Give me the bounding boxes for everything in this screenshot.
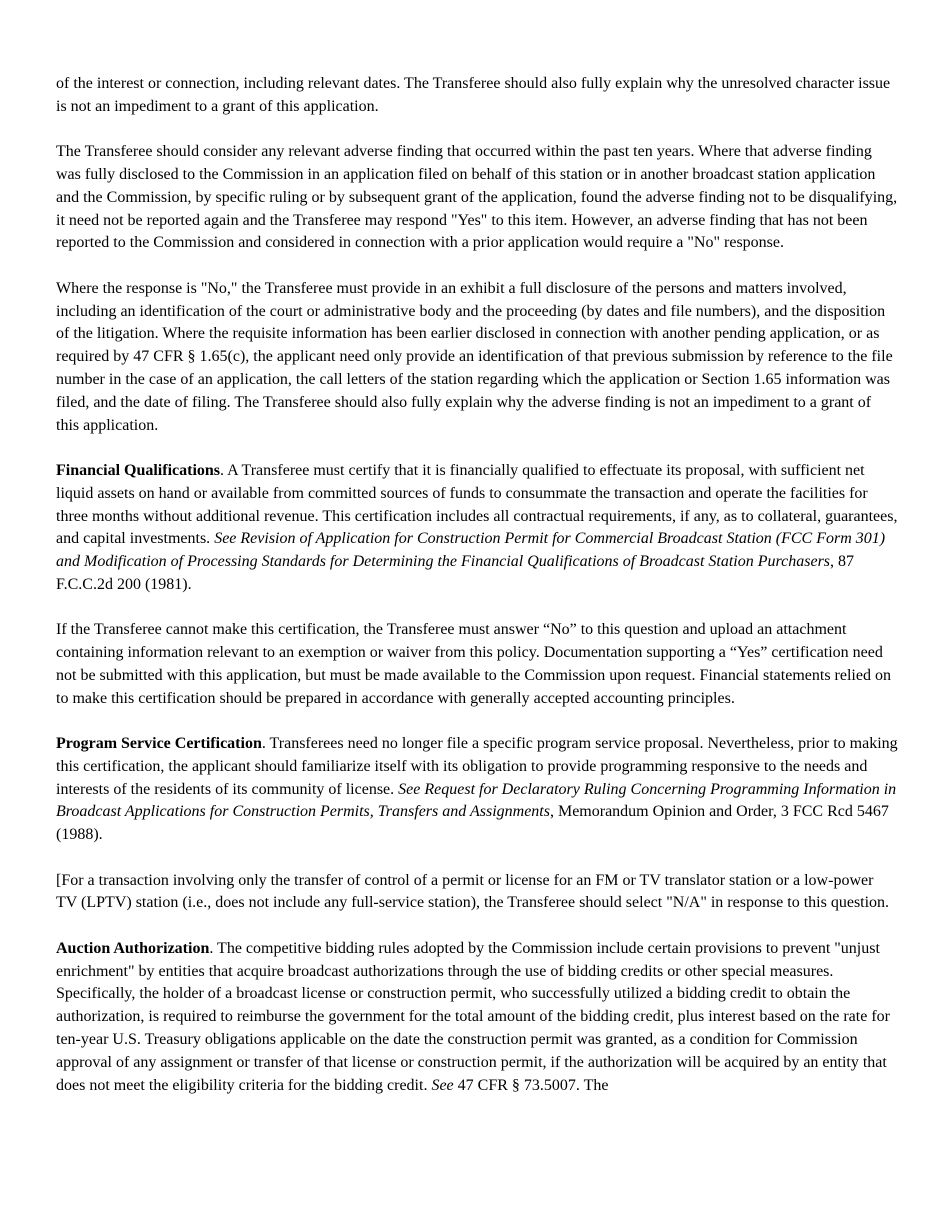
program-service-heading: Program Service Certification <box>56 735 262 753</box>
auction-authorization-see: See <box>431 1076 454 1094</box>
program-service-tail: , Memorandum Opinion and Order, 3 FCC Rcd 5467 (1988). <box>56 803 889 844</box>
financial-qualifications-tail: , 87 F.C.C.2d 200 (1981). <box>56 553 855 593</box>
paragraph-unresolved-character: of the interest or connection, including relevant dates. The Transferee should also fully explain why the unresolved character issue is not an impediment to a grant of this application. <box>56 75 891 115</box>
paragraph-no-response-disclosure: Where the response is "No," the Transferee must provide in an exhibit a full disclosure of the persons and matters involved, including an identification of the court or administrative body and the proceeding (by dates and file numbers), and the disposition of the litigation. Where the requisite information has been earlier disclosed in connection with another pending application, or as required by 47 CFR § 1.65(c), the applicant need only provide an identification of that previous submission by reference to the file number in the case of an application, the call letters of the station regarding which the application or Section 1.65 information was filed, and the date of filing. The Transferee should also fully explain why the adverse finding is not an impediment to a grant of this application. <box>56 279 893 434</box>
auction-authorization-tail: 47 CFR § 73.5007. The <box>453 1076 609 1094</box>
paragraph-adverse-finding-consideration: The Transferee should consider any relevant adverse finding that occurred within the past ten years. Where that adverse finding was fully disclosed to the Commission in an application filed on behalf of this station or in another broadcast station application and the Commission, by specific ruling or by subsequent grant of the application, found the adverse finding not to be disqualifying, it need not be reported again and the Transferee may respond "Yes" to this item. However, an adverse finding that has not been reported to the Commission and considered in connection with a prior application would require a "No" response. <box>56 143 898 252</box>
program-service-citation: See Request for Declaratory Ruling Concerning Programming Information in Broadcast Applications for Construction Permits, Transfers and Assignments <box>56 780 897 821</box>
paragraph-financial-certification-answer: If the Transferee cannot make this certification, the Transferee must answer “No” to this question and upload an attachment containing information relevant to an exemption or waiver from this policy. Documentation supporting a “Yes” certification need not be submitted with this application, but must be made available to the Commission upon request. Financial statements relied on to make this certification should be prepared in accordance with generally accepted accounting principles. <box>56 621 891 707</box>
auction-authorization-body: . The competitive bidding rules adopted by the Commission include certain provisions to prevent "unjust enrichment" by entities that acquire broadcast authorizations through the use of bidding credits or other special measures. Specifically, the holder of a broadcast license or construction permit, who successfully utilized a bidding credit to obtain the authorization, is required to reimburse the government for the total amount of the bidding credit, plus interest based on the rate for ten-year U.S. Treasury obligations applicable on the date the construction permit was granted, as a condition for Commission approval of any assignment or transfer of that license or construction permit, if the authorization will be acquired by an entity that does not meet the eligibility criteria for the bidding credit. <box>56 939 890 1094</box>
program-service-body: . Transferees need no longer file a specific program service proposal. Nevertheless, prior to making this certification, the applicant should familiarize itself with its obligation to provide programming responsive to the needs and interests of the residents of its community of license. <box>56 735 898 798</box>
document-page <box>56 73 898 1097</box>
paragraph-program-service-certification <box>56 733 898 847</box>
paragraph-financial-qualifications <box>56 460 898 597</box>
paragraph-auction-authorization <box>56 938 898 1098</box>
paragraph-translator-lptv-note: [For a transaction involving only the transfer of control of a permit or license for an FM or TV translator station or a low-power TV (LPTV) station (i.e., does not include any full-service station), the Transferee should select "N/A" in response to this question. <box>56 871 890 912</box>
auction-authorization-heading: Auction Authorization <box>56 939 210 957</box>
financial-qualifications-heading: Financial Qualifications <box>56 461 221 479</box>
financial-qualifications-body: . A Transferee must certify that it is financially qualified to effectuate its proposal, with sufficient net liquid assets on hand or available from committed sources of funds to consummate the transaction and operate the facilities for three months without additional revenue. This certification includes all contractual requirements, if any, as to collateral, guarantees, and capital investments. <box>56 461 898 548</box>
financial-qualifications-citation: See Revision of Application for Construction Permit for Commercial Broadcast Station (FCC Form 301) and Modification of Processing Standards for Determining the Financial Qualifications of Broadcast Station Purchasers <box>56 530 886 571</box>
